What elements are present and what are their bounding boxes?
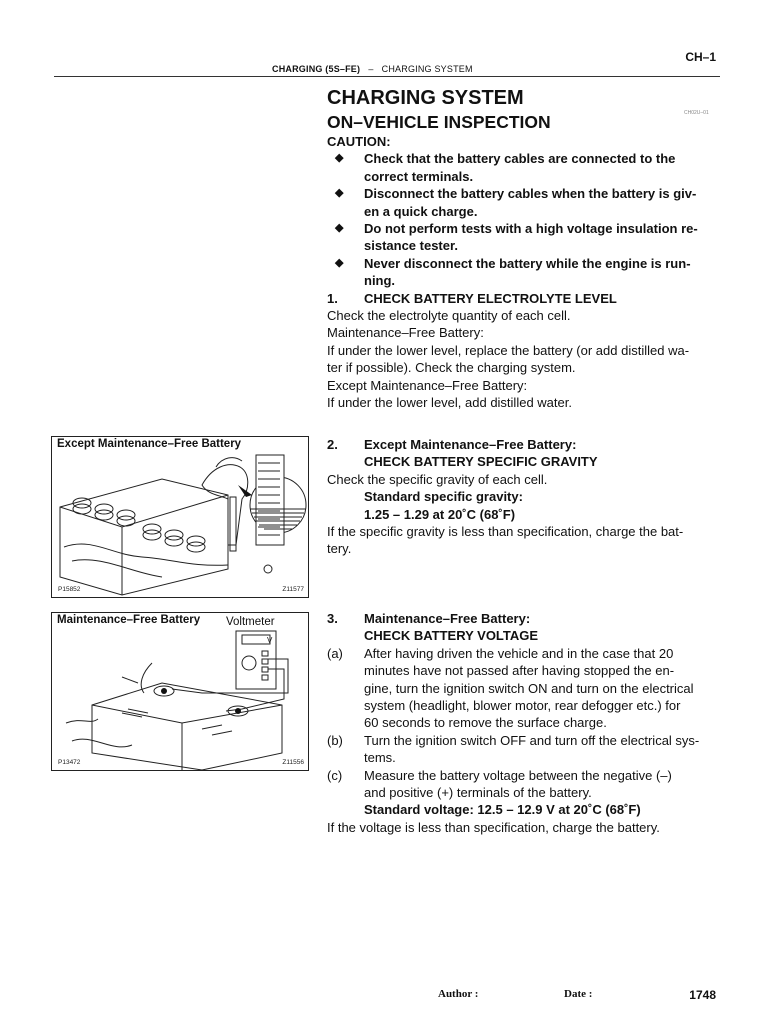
- body-line: ter if possible). Check the charging system.: [327, 360, 576, 376]
- step-title: CHECK BATTERY ELECTROLYTE LEVEL: [364, 290, 617, 306]
- substep-label: (a): [327, 645, 343, 661]
- substep-a: [327, 645, 720, 732]
- caution-text: en a quick charge.: [364, 203, 478, 219]
- figure-code: P13472: [58, 759, 81, 766]
- caution-label: CAUTION:: [327, 134, 391, 149]
- standard-value: Standard voltage: 12.5 – 12.9 V at 20˚C (68˚F): [364, 802, 641, 818]
- figure-title: Except Maintenance–Free Battery: [57, 438, 242, 450]
- step-2-heading: [327, 436, 720, 453]
- caution-text: ning.: [364, 273, 396, 289]
- body-line: Measure the battery voltage between the negative (–): [364, 767, 672, 783]
- caution-text: Do not perform tests with a high voltage insulation re-: [364, 221, 698, 237]
- hydrometer-illustration: [52, 437, 308, 597]
- step-number: 3.: [327, 611, 338, 626]
- body-line: After having driven the vehicle and in the case that 20: [364, 645, 674, 661]
- voltmeter-v-symbol: V: [267, 636, 273, 645]
- figure-code: Z11556: [282, 759, 304, 766]
- body-line: Check the electrolyte quantity of each cell.: [327, 308, 571, 324]
- section-subtitle: CHARGING SYSTEM: [381, 64, 473, 74]
- bullet-icon: ◆: [335, 256, 344, 269]
- body-line: Turn the ignition switch OFF and turn off the electrical sys-: [364, 732, 700, 748]
- figure-code: P15852: [58, 586, 81, 593]
- body-line: minutes have not passed after having stopped the en-: [364, 663, 675, 679]
- body-line: tery.: [327, 541, 352, 557]
- body-line: If under the lower level, replace the battery (or add distilled wa-: [327, 342, 690, 358]
- body-line: gine, turn the ignition switch ON and turn on the electrical: [364, 680, 694, 696]
- document-id: CH02U–01: [684, 110, 709, 116]
- step-title: Maintenance–Free Battery:: [364, 611, 531, 626]
- substep-label: (c): [327, 767, 343, 783]
- step-3: [327, 610, 720, 836]
- voltmeter-label: Voltmeter: [226, 616, 275, 628]
- caution-item: [327, 220, 720, 255]
- caution-text: Disconnect the battery cables when the battery is giv-: [364, 186, 697, 202]
- body-line: tems.: [364, 750, 396, 766]
- figure-code: Z11577: [282, 586, 304, 593]
- header-rule: [54, 76, 720, 77]
- voltmeter-illustration: [52, 613, 308, 770]
- standard-label: Standard specific gravity:: [364, 489, 523, 505]
- substep-label: (b): [327, 732, 343, 748]
- body-line: system (headlight, blower motor, rear defogger etc.) for: [364, 698, 681, 714]
- caution-item: [327, 255, 720, 290]
- standard-value: 1.25 – 1.29 at 20˚C (68˚F): [364, 506, 516, 522]
- step-subtitle: CHECK BATTERY SPECIFIC GRAVITY: [364, 454, 598, 470]
- footer-author: Author :: [438, 988, 479, 1000]
- section-header: [272, 64, 473, 74]
- step-3-heading: [327, 610, 720, 627]
- body-line: If under the lower level, add distilled water.: [327, 395, 572, 411]
- page-code: CH–1: [685, 50, 716, 64]
- header-dash: –: [368, 64, 374, 74]
- figure-electrolyte-check: [51, 436, 309, 598]
- step-number: 2.: [327, 437, 338, 452]
- body-line: Except Maintenance–Free Battery:: [327, 377, 528, 393]
- body-line: 60 seconds to remove the surface charge.: [364, 715, 607, 731]
- body-line: Maintenance–Free Battery:: [327, 325, 484, 341]
- section-title: CHARGING (5S–FE): [272, 64, 361, 74]
- body-line: If the specific gravity is less than specification, charge the bat-: [327, 524, 684, 540]
- caution-text: Never disconnect the battery while the engine is run-: [364, 255, 691, 271]
- step-1-body: [327, 307, 720, 411]
- bullet-icon: ◆: [335, 187, 344, 200]
- caution-item: [327, 150, 720, 185]
- footer-date: Date :: [564, 988, 593, 1000]
- step-subtitle: CHECK BATTERY VOLTAGE: [364, 628, 539, 644]
- substep-c: [327, 767, 720, 802]
- step-title: Except Maintenance–Free Battery:: [364, 437, 577, 452]
- caution-list: [327, 150, 720, 289]
- figure-title: Maintenance–Free Battery: [57, 614, 201, 626]
- body-line: Check the specific gravity of each cell.: [327, 471, 548, 487]
- caution-text: sistance tester.: [364, 238, 458, 254]
- step-number: 1.: [327, 290, 338, 306]
- page-number: 1748: [689, 988, 716, 1002]
- step-1-heading: [327, 290, 720, 307]
- main-column-top: [327, 86, 720, 412]
- caution-text: correct terminals.: [364, 168, 474, 184]
- bullet-icon: ◆: [335, 152, 344, 165]
- caution-text: Check that the battery cables are connected to the: [364, 151, 676, 167]
- bullet-icon: ◆: [335, 222, 344, 235]
- body-line: and positive (+) terminals of the battery.: [364, 785, 592, 801]
- substep-b: [327, 732, 720, 767]
- step-2: [327, 436, 720, 558]
- body-line: If the voltage is less than specification, charge the battery.: [327, 819, 660, 835]
- page-subtitle: ON–VEHICLE INSPECTION: [327, 112, 551, 132]
- figure-voltage-check: [51, 612, 309, 771]
- caution-item: [327, 185, 720, 220]
- page-title: CHARGING SYSTEM: [327, 87, 524, 109]
